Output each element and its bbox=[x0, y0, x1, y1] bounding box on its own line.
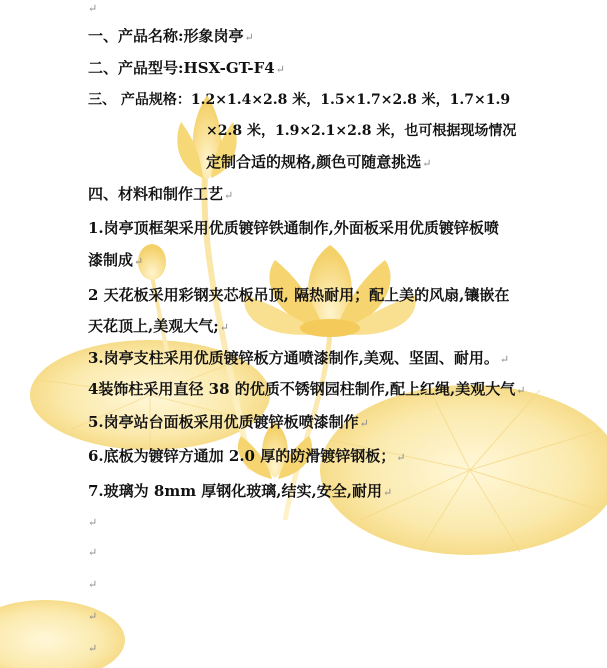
materials-heading: 四、材料和制作工艺↵ bbox=[88, 185, 234, 203]
paragraph-mark: ↵ bbox=[88, 546, 98, 559]
paragraph-mark: ↵ bbox=[224, 189, 234, 202]
paragraph-mark: ↵ bbox=[134, 255, 144, 268]
paragraph-mark: ↵ bbox=[88, 610, 98, 623]
item-5-line: 5.岗亭站台面板采用优质镀锌板喷漆制作↵ bbox=[88, 413, 369, 431]
paragraph-mark: ↵ bbox=[396, 451, 406, 464]
paragraph-mark: ↵ bbox=[88, 578, 98, 591]
item-1-line-1: 1.岗亭顶框架采用优质镀锌铁通制作,外面板采用优质镀锌板喷 bbox=[88, 219, 499, 237]
item-4-line: 4装饰柱采用直径 38 的优质不锈钢园柱制作,配上红绳,美观大气↵ bbox=[88, 380, 526, 398]
item-6-line: 6.底板为镀锌方通加 2.0 厚的防滑镀锌钢板；↵ bbox=[88, 447, 406, 465]
paragraph-mark: ↵ bbox=[219, 321, 229, 334]
paragraph-mark: ↵ bbox=[244, 31, 254, 44]
item-7-line: 7.玻璃为 8mm 厚钢化玻璃,结实,安全,耐用↵ bbox=[88, 482, 393, 500]
product-spec-line-1: 三、 产品规格：1.2×1.4×2.8 米，1.5×1.7×2.8 米，1.7×1.9 bbox=[88, 92, 511, 108]
paragraph-mark: ↵ bbox=[499, 353, 510, 366]
product-spec-line-3: 定制合适的规格,颜色可随意挑选↵ bbox=[206, 153, 432, 171]
product-name-line: 一、产品名称:形象岗亭↵ bbox=[88, 27, 254, 45]
item-2-line-1: 2 天花板采用彩钢夹芯板吊顶, 隔热耐用；配上美的风扇,镶嵌在 bbox=[88, 286, 510, 304]
paragraph-mark: ↵ bbox=[275, 63, 285, 76]
product-model-line: 二、产品型号:HSX-GT-F4↵ bbox=[88, 59, 285, 77]
paragraph-mark: ↵ bbox=[382, 486, 393, 499]
item-1-line-2: 漆制成↵ bbox=[88, 251, 144, 269]
paragraph-mark: ↵ bbox=[422, 157, 432, 170]
item-2-line-2: 天花顶上,美观大气;↵ bbox=[88, 317, 229, 335]
product-spec-line-2: ×2.8 米，1.9×2.1×2.8 米，也可根据现场情况 bbox=[206, 123, 517, 139]
paragraph-mark: ↵ bbox=[88, 2, 98, 15]
paragraph-mark: ↵ bbox=[88, 642, 98, 655]
paragraph-mark: ↵ bbox=[88, 516, 98, 529]
item-3-line: 3.岗亭支柱采用优质镀锌板方通喷漆制作,美观、坚固、耐用。↵ bbox=[88, 349, 510, 367]
paragraph-mark: ↵ bbox=[359, 417, 369, 430]
paragraph-mark: ↵ bbox=[516, 384, 526, 397]
